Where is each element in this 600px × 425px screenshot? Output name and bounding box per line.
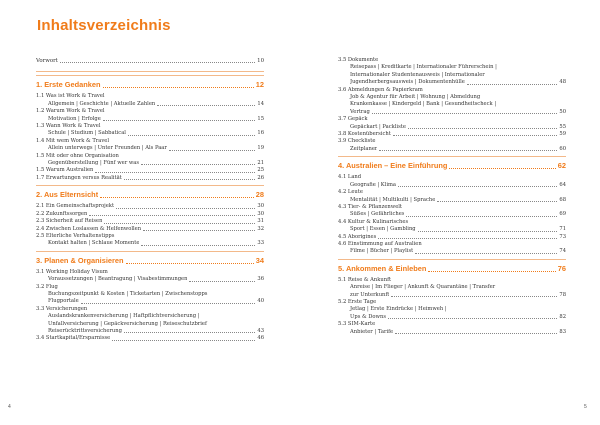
toc-page-number: 34 [255,255,264,265]
dot-leader [143,230,255,231]
toc-section-label: 5.3 SIM-Karte [338,321,376,328]
toc-entry[interactable] [36,130,264,137]
toc-section-label: 3.1 Working Holiday Visum [36,268,108,275]
toc-page-number: 83 [559,328,566,335]
toc-entry-title: 2.4 Zwischen Loslassen & Helfenwollen [36,225,142,232]
dot-leader [103,87,254,88]
toc-page-number: 64 [559,181,566,188]
toc-section-entry[interactable] [36,167,264,174]
toc-page-number: 73 [559,233,566,240]
dot-leader [393,135,558,136]
toc-page-number: 32 [257,225,264,232]
toc-subtopics: Auslandskrankenversicherung | Haftpflichtversicherung | [48,313,200,320]
toc-entry[interactable] [36,116,264,123]
toc-page-number: 28 [255,190,264,200]
dot-leader [112,340,255,341]
toc-entry-title: 1. Erste Gedanken [36,80,101,90]
dot-leader [141,245,255,246]
toc-entry[interactable] [338,109,566,116]
toc-entry[interactable] [338,314,566,321]
chapter-divider [338,259,566,260]
toc-entry-title: Mentalität | Multikulti | Sprache [350,196,436,203]
toc-entry-title: Gegenüberstellung | Fünf wer was [48,160,140,167]
dot-leader [449,168,555,169]
toc-section-label: 3.9 Checkliste [338,138,376,145]
toc-entry-title: Anbieter | Tarife [350,328,394,335]
dot-leader [116,208,255,209]
toc-subtopics: Anreise | Im Flieger | Ankunft & Quarantäne | Transfer [350,284,496,291]
toc-section-label: 4.2 Leute [338,189,363,196]
toc-entry-title: 3.4 Startkapital/Ersparnisse [36,335,111,342]
toc-page-number: 43 [257,327,264,334]
toc-entry-title: Schule | Studium | Sabbatical [48,130,126,137]
dot-leader [141,164,255,165]
toc-right-column [338,57,566,336]
toc-left-column [36,58,264,343]
dot-leader [428,271,555,272]
toc-page-number: 78 [559,291,566,298]
toc-section-label: 2.5 Elterliche Verhaltenstipps [36,232,115,239]
toc-section-label: 3.5 Dokumente [338,57,379,63]
toc-entry-title: 2.3 Sicherheit auf Reisen [36,218,103,225]
toc-entry-title: Vorwort [36,58,58,64]
toc-section-label: 1.2 Warum Work & Travel [36,108,105,115]
toc-entry[interactable] [36,276,264,283]
toc-entry-title: Kontakt halten | Schlaue Momente [48,240,140,247]
toc-page-number: 12 [255,80,264,90]
toc-section-label: 1.3 Wann Work & Travel [36,123,101,130]
toc-subtopics: Buchungszeitpunkt & Kosten | Ticketarten | Zwischenstopps [48,290,208,297]
toc-entry-title: Reiserücktrittsversicherung [48,327,122,334]
toc-entry-title: Motivation | Erfolge [48,115,101,122]
toc-entry-title: 2.1 Ein Gemeinschaftsprojekt [36,203,115,210]
dot-leader [378,238,557,239]
toc-entry-title: zur Unterkunft [350,291,390,298]
toc-section-label: 3.6 Abmeldungen & Papierkram [338,86,423,93]
toc-entry[interactable] [36,145,264,152]
toc-entry-title: Geografie | Klima [350,181,397,188]
toc-page-number: 69 [559,211,566,218]
toc-section-label: 5.1 Reise & Ankunft [338,276,392,283]
toc-entry-title: 2. Aus Elternsicht [36,190,99,200]
toc-subtopics: Unfallversicherung | Gepäckversicherung | Reiseschutzbrief [48,320,207,327]
chapter-divider [36,251,264,252]
dot-leader [437,201,557,202]
chapter-divider [338,156,566,157]
toc-entry-title: Flugportale [48,298,79,305]
toc-entry[interactable] [36,240,264,247]
toc-section-label: 1.4 Mit wem Work & Travel [36,137,110,144]
toc-entry-title: Vertrag [350,108,370,115]
toc-subtopics: Jetlag | Erste Eindrücke | Heimweh | [350,306,447,313]
toc-entry-title: 4. Australien – Eine Einführung [338,161,448,171]
toc-entry-title: Süßes | Gefährliches [350,211,405,218]
toc-section-entry[interactable] [36,335,264,342]
toc-page-number: 30 [257,210,264,217]
toc-page-number: 50 [559,108,566,115]
toc-entry[interactable] [36,328,264,335]
toc-page-number: 48 [559,79,566,86]
dot-leader [406,216,557,217]
dot-leader [395,333,557,334]
toc-section-label: 4.3 Tier- & Pflanzenwelt [338,203,403,210]
dot-leader [103,120,256,121]
page-title: Inhaltsverzeichnis [37,17,171,34]
dot-leader [418,231,558,232]
toc-entry[interactable] [338,79,566,86]
toc-section-entry[interactable] [36,203,264,210]
page-number-left: 4 [8,404,11,410]
dot-leader [124,332,255,333]
toc-page-number: 10 [257,58,264,64]
dot-leader [169,150,256,151]
dot-leader [379,150,557,151]
toc-entry[interactable] [36,160,264,167]
toc-entry[interactable] [36,101,264,108]
toc-entry[interactable] [338,226,566,233]
toc-entry-title: 5. Ankommen & Einleben [338,263,427,273]
toc-entry-title: Allgemein | Geschichte | Aktuelle Zahlen [48,100,156,107]
toc-entry-title: 3. Planen & Organisieren [36,255,124,265]
toc-section-label: 4.1 Land [338,174,362,181]
page-number-right: 5 [584,404,587,410]
toc-section-entry[interactable] [36,211,264,218]
toc-entry[interactable] [338,146,566,153]
dot-leader [388,318,557,319]
toc-entry-title: Allein unterwegs | Unter Freunden | Als Paar [48,145,167,152]
toc-entry[interactable] [338,211,566,218]
toc-entry-title: Voraussetzungen | Beantragung | Visabestimmungen [48,276,188,283]
toc-entry-title: Filme | Bücher | Playlist [350,248,414,255]
toc-entry-title: Sport | Essen | Gambling [350,226,416,233]
toc-page-number: 21 [257,160,264,167]
dot-leader [126,263,254,264]
toc-page-number: 36 [257,276,264,283]
toc-section-label: 3.2 Flug [36,283,58,290]
dot-leader [100,197,254,198]
toc-entry-title: Zeitplaner [350,145,378,152]
toc-entry[interactable] [338,124,566,131]
dot-leader [391,296,557,297]
toc-page-number: 71 [559,226,566,233]
toc-section-label: 1.5 Mit oder ohne Organisation [36,152,119,159]
toc-foreword[interactable] [36,58,264,65]
toc-entry-title: 2.2 Zukunftssorgen [36,210,88,217]
dot-leader [398,186,557,187]
toc-chapter-heading[interactable] [36,80,264,90]
toc-page-number: 62 [557,161,566,171]
toc-section-label: 3.7 Gepäck [338,116,368,123]
dot-leader [124,179,256,180]
toc-chapter-heading[interactable] [338,161,566,171]
toc-page-number: 46 [257,335,264,342]
dot-leader [408,128,557,129]
toc-page-number: 31 [257,218,264,225]
toc-section-entry[interactable] [36,175,264,182]
toc-section-label: 4.6 Einstimmung auf Australien [338,240,422,247]
toc-entry[interactable] [338,292,566,299]
dot-leader [189,281,255,282]
toc-section-entry[interactable] [338,234,566,241]
dot-leader [104,223,255,224]
toc-chapter-heading[interactable] [36,256,264,266]
toc-entry-title: Gepäckart | Packliste [350,123,406,130]
toc-entry[interactable] [338,182,566,189]
toc-entry-title: 3.8 Kostenübersicht [338,131,391,138]
toc-entry[interactable] [338,248,566,255]
toc-entry[interactable] [338,329,566,336]
toc-entry-title: 1.7 Erwartungen versus Realität [36,174,122,181]
toc-page-number: 15 [257,115,264,122]
toc-entry-title: Jugendherbergsausweis | Dokumentenhülle [350,79,465,86]
toc-page-number: 16 [257,130,264,137]
toc-entry-title: 1.5 Warum Australien [36,167,94,174]
toc-section-entry[interactable] [338,131,566,138]
toc-subtopics: Reisepass | Kreditkarte | Internationaler Führerschein | [350,64,497,71]
toc-page-number: 76 [557,263,566,273]
toc-page-number: 55 [559,123,566,130]
dot-leader [415,253,557,254]
toc-page-number: 25 [257,167,264,174]
chapter-divider [36,75,264,76]
toc-page-number: 40 [257,298,264,305]
dot-leader [157,105,255,106]
dot-leader [89,215,255,216]
toc-page-number: 68 [559,196,566,203]
dot-leader [95,172,255,173]
toc-subtopics: Job & Agentur für Arbeit | Wohnung | Abmeldung [350,94,481,101]
toc-chapter-heading[interactable] [338,264,566,274]
toc-page-number: 30 [257,203,264,210]
toc-section-label: 1.1 Was ist Work & Travel [36,93,105,100]
toc-page-number: 59 [559,131,566,138]
toc-section-label: 3.3 Versicherungen [36,305,88,312]
toc-subtopics: Krankenkasse | Kindergeld | Bank | Gesundheitscheck | [350,101,497,108]
toc-page-number: 60 [559,145,566,152]
chapter-divider [36,185,264,186]
toc-section-entry[interactable] [36,226,264,233]
toc-page-number: 19 [257,145,264,152]
toc-entry[interactable] [36,298,264,305]
toc-page-number: 82 [559,313,566,320]
toc-page-number: 26 [257,174,264,181]
toc-entry-title: 4.5 Aborigines [338,233,377,240]
toc-section-entry[interactable] [36,218,264,225]
toc-subtopics: Internationaler Studentenausweis | Internationaler [350,71,485,78]
toc-chapter-heading[interactable] [36,190,264,200]
toc-section-label: 5.2 Erste Tage [338,298,377,305]
dot-leader [60,62,255,63]
dot-leader [467,84,558,85]
toc-page-number: 74 [559,248,566,255]
toc-entry[interactable] [338,197,566,204]
toc-entry-title: Ups & Downs [350,313,386,320]
foreword-divider [36,71,264,72]
toc-section-label: 4.4 Kultur & Kulinarisches [338,218,409,225]
toc-page-number: 14 [257,100,264,107]
toc-page-number: 33 [257,240,264,247]
dot-leader [128,135,255,136]
dot-leader [81,303,256,304]
dot-leader [372,113,558,114]
